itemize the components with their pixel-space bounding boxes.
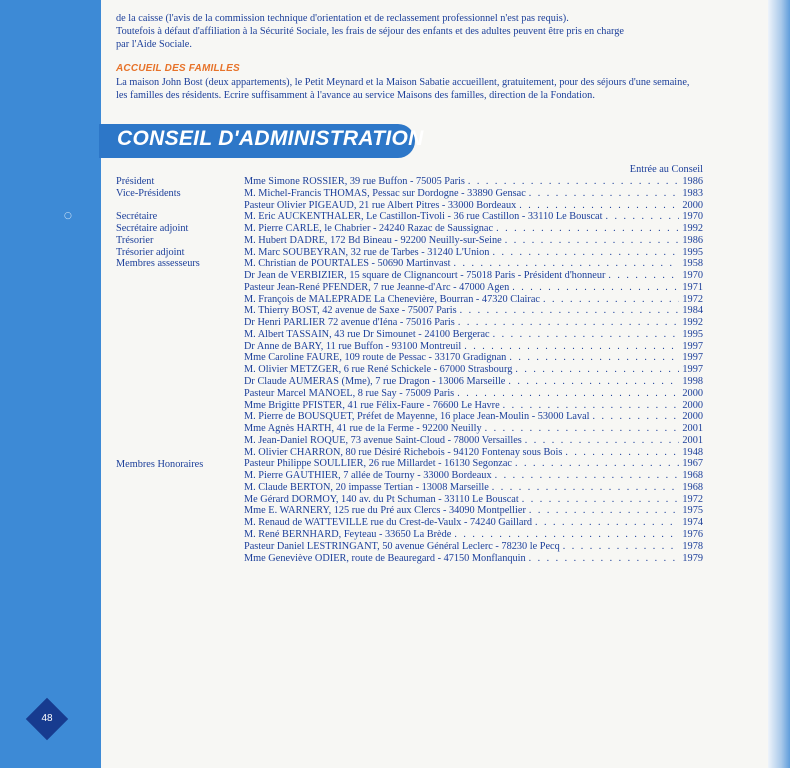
member-year: 1968 xyxy=(682,481,703,493)
member-name: Dr Henri PARLIER 72 avenue d'Iéna - 75016 Paris xyxy=(244,317,455,329)
member-name: Mme Brigitte PFISTER, 41 rue Félix-Faure - 76600 Le Havre xyxy=(244,399,500,411)
member-year: 1997 xyxy=(682,352,703,364)
dot-leader xyxy=(515,458,679,470)
dot-leader xyxy=(458,317,680,329)
dot-leader xyxy=(464,341,679,353)
member-name: Pasteur Daniel LESTRINGANT, 50 avenue Général Leclerc - 78230 le Pecq xyxy=(244,540,560,552)
member-row xyxy=(244,211,703,223)
intro-line: de la caisse (l'avis de la commission technique d'orientation et de reclassement professionnel n'est pas requis). xyxy=(116,13,569,24)
dot-leader xyxy=(529,553,680,565)
dot-leader xyxy=(535,517,679,529)
member-year: 1968 xyxy=(682,470,703,482)
member-name: Dr Anne de BARY, 11 rue Buffon - 93100 Montreuil xyxy=(244,340,462,352)
member-row xyxy=(244,329,703,341)
dot-leader xyxy=(460,305,680,317)
member-row xyxy=(244,447,703,459)
member-year: 1970 xyxy=(682,211,703,223)
member-year: 1997 xyxy=(682,364,703,376)
member-name: M. René BERNHARD, Feyteau - 33650 La Brède xyxy=(244,528,452,540)
dot-leader xyxy=(454,258,680,270)
member-row xyxy=(244,388,703,400)
dot-leader xyxy=(519,200,679,212)
dot-leader xyxy=(525,435,680,447)
dot-leader xyxy=(565,447,679,459)
member-row xyxy=(244,223,703,235)
member-year: 2000 xyxy=(682,387,703,399)
member-row xyxy=(244,364,703,376)
dot-leader xyxy=(608,270,679,282)
role-label: Trésorier xyxy=(116,234,154,246)
member-row xyxy=(244,294,703,306)
member-name: Pasteur Olivier PIGEAUD, 21 rue Albert Pitres - 33000 Bordeaux xyxy=(244,199,517,211)
member-row xyxy=(244,305,703,317)
dot-leader xyxy=(503,400,680,412)
member-name: M. Pierre CARLE, le Chabrier - 24240 Razac de Saussignac xyxy=(244,223,494,235)
role-label: Secrétaire xyxy=(116,211,158,223)
member-year: 1967 xyxy=(682,458,703,470)
member-year: 1971 xyxy=(682,281,703,293)
member-year: 2001 xyxy=(682,434,703,446)
member-name: M. Marc SOUBEYRAN, 32 rue de Tarbes - 31240 L'Union xyxy=(244,246,490,258)
dot-leader xyxy=(492,247,679,259)
dot-leader xyxy=(543,294,679,306)
intro-paragraph xyxy=(116,12,736,51)
member-name: M. Pierre GAUTHIER, 7 allée de Tourny - 33000 Bordeaux xyxy=(244,470,492,482)
page-fold-strip xyxy=(768,0,790,768)
member-row xyxy=(244,317,703,329)
member-row xyxy=(244,188,703,200)
member-name: Pasteur Marcel MANOEL, 8 rue Say - 75009 Paris xyxy=(244,387,455,399)
member-year: 1958 xyxy=(682,258,703,270)
member-name: M. Claude BERTON, 20 impasse Tertian - 13008 Marseille xyxy=(244,481,489,493)
dot-leader xyxy=(454,529,679,541)
member-name: Mme Simone ROSSIER, 39 rue Buffon - 75005 Paris xyxy=(244,176,465,187)
member-year: 2000 xyxy=(682,399,703,411)
member-year: 1972 xyxy=(682,293,703,305)
dot-leader xyxy=(485,423,680,435)
member-name: M. Eric AUCKENTHALER, Le Castillon-Tivoli - 36 rue Castillon - 33110 Le Bouscat xyxy=(244,211,603,223)
member-row xyxy=(244,176,703,188)
member-row xyxy=(244,435,703,447)
member-row xyxy=(244,541,703,553)
member-row xyxy=(244,352,703,364)
member-row xyxy=(244,411,703,423)
member-year: 1979 xyxy=(682,552,703,564)
dot-leader xyxy=(563,541,680,553)
member-year: 1986 xyxy=(682,176,703,187)
role-label: Vice-Présidents xyxy=(116,187,181,199)
entry-column-header: Entrée au Conseil xyxy=(629,164,703,175)
member-name: Dr Claude AUMERAS (Mme), 7 rue Dragon - 13006 Marseille xyxy=(244,376,506,388)
member-year: 1970 xyxy=(682,270,703,282)
member-name: Dr Jean de VERBIZIER, 15 square de Clignancourt - 75018 Paris - Président d'honneur xyxy=(244,270,606,282)
role-label: Président xyxy=(116,176,155,187)
dot-leader xyxy=(496,223,679,235)
member-name: Mme Geneviève ODIER, route de Beauregard - 47150 Monflanquin xyxy=(244,552,526,564)
member-name: M. Thierry BOST, 42 avenue de Saxe - 75007 Paris xyxy=(244,305,457,317)
member-row xyxy=(244,529,703,541)
member-name: M. Christian de POURTALES - 50690 Martinvast xyxy=(244,258,451,270)
member-year: 1986 xyxy=(682,234,703,246)
dot-leader xyxy=(492,482,680,494)
families-line: les familles des résidents. Ecrire suffisamment à l'avance au service Maisons des familles, direction de la Fondation. xyxy=(116,90,595,101)
page-number-badge xyxy=(26,698,68,740)
member-name: M. François de MALEPRADE La Chenevière, Bourran - 47320 Clairac xyxy=(244,293,540,305)
member-year: 1992 xyxy=(682,223,703,235)
dot-leader xyxy=(508,376,679,388)
member-name: M. Jean-Daniel ROQUE, 73 avenue Saint-Cloud - 78000 Versailles xyxy=(244,434,522,446)
member-name: M. Renaud de WATTEVILLE rue du Crest-de-Vaulx - 74240 Gaillard xyxy=(244,517,533,529)
member-row xyxy=(244,494,703,506)
dot-leader xyxy=(593,411,680,423)
dot-leader xyxy=(515,364,679,376)
role-label: Membres assesseurs xyxy=(116,258,200,270)
member-row xyxy=(244,235,703,247)
member-name: Pasteur Jean-René PFENDER, 7 rue Jeanne-d'Arc - 47000 Agen xyxy=(244,281,510,293)
intro-line: Toutefois à défaut d'affiliation à la Sécurité Sociale, les frais de séjour des enfants et des adultes peuvent être pris en charge xyxy=(116,26,624,37)
member-name: M. Michel-Francis THOMAS, Pessac sur Dordogne - 33890 Gensac xyxy=(244,187,526,199)
section-title: CONSEIL D'ADMINISTRATION xyxy=(117,127,424,150)
member-row xyxy=(244,247,703,259)
member-name: Me Gérard DORMOY, 140 av. du Pt Schuman - 33110 Le Bouscat xyxy=(244,493,519,505)
member-year: 1995 xyxy=(682,328,703,340)
member-name: M. Albert TASSAIN, 43 rue Dr Simounet - 24100 Bergerac xyxy=(244,328,490,340)
member-name: M. Pierre de BOUSQUET, Préfet de Mayenne, 16 place Jean-Moulin - 53000 Laval xyxy=(244,411,590,423)
member-row xyxy=(244,505,703,517)
members-list xyxy=(244,176,703,564)
member-name: Mme Caroline FAURE, 109 route de Pessac - 33170 Gradignan xyxy=(244,352,507,364)
member-name: M. Hubert DADRE, 172 Bd Bineau - 92200 Neuilly-sur-Seine xyxy=(244,234,502,246)
families-line: La maison John Bost (deux appartements), le Petit Meynard et la Maison Sabatie accueillent, gratuitement, pour des séjours d'une semaine, xyxy=(116,77,690,88)
families-heading: ACCUEIL DES FAMILLES xyxy=(116,63,240,74)
member-name: M. Olivier CHARRON, 80 rue Désiré Richebois - 94120 Fontenay sous Bois xyxy=(244,446,563,458)
member-year: 2000 xyxy=(682,411,703,423)
dot-leader xyxy=(529,505,680,517)
member-row xyxy=(244,341,703,353)
dot-leader xyxy=(605,211,679,223)
member-year: 1976 xyxy=(682,528,703,540)
role-label: Secrétaire adjoint xyxy=(116,223,189,235)
intro-line: par l'Aide Sociale. xyxy=(116,39,192,50)
member-year: 1972 xyxy=(682,493,703,505)
dot-leader xyxy=(522,494,680,506)
member-year: 1984 xyxy=(682,305,703,317)
member-year: 1948 xyxy=(682,446,703,458)
left-margin-band xyxy=(0,0,101,768)
page-number: 48 xyxy=(41,713,53,724)
member-year: 1998 xyxy=(682,376,703,388)
member-row xyxy=(244,458,703,470)
section-banner xyxy=(99,124,424,158)
dot-leader xyxy=(457,388,679,400)
member-year: 1974 xyxy=(682,517,703,529)
dot-leader xyxy=(529,188,680,200)
member-year: 1978 xyxy=(682,540,703,552)
dot-leader xyxy=(505,235,680,247)
member-row xyxy=(244,376,703,388)
member-year: 1995 xyxy=(682,246,703,258)
member-year: 2001 xyxy=(682,423,703,435)
dot-leader xyxy=(468,176,680,188)
member-name: Pasteur Philippe SOULLIER, 26 rue Millardet - 16130 Segonzac xyxy=(244,458,512,470)
member-year: 1997 xyxy=(682,340,703,352)
member-name: M. Olivier METZGER, 6 rue René Schickele - 67000 Strasbourg xyxy=(244,364,513,376)
member-row xyxy=(244,282,703,294)
member-year: 2000 xyxy=(682,199,703,211)
member-row xyxy=(244,258,703,270)
member-row xyxy=(244,470,703,482)
member-name: Mme E. WARNERY, 125 rue du Pré aux Clercs - 34090 Montpellier xyxy=(244,505,526,517)
role-label: Membres Honoraires xyxy=(116,458,204,470)
role-label: Trésorier adjoint xyxy=(116,246,185,258)
member-row xyxy=(244,270,703,282)
bullet-mark-icon: ○ xyxy=(64,211,72,221)
dot-leader xyxy=(512,282,679,294)
member-name: Mme Agnès HARTH, 41 rue de la Ferme - 92200 Neuilly xyxy=(244,423,482,435)
member-row xyxy=(244,200,703,212)
member-row xyxy=(244,423,703,435)
member-row xyxy=(244,553,703,565)
member-row xyxy=(244,482,703,494)
member-year: 1992 xyxy=(682,317,703,329)
families-paragraph xyxy=(116,76,746,102)
member-row xyxy=(244,400,703,412)
member-year: 1983 xyxy=(682,187,703,199)
dot-leader xyxy=(495,470,680,482)
dot-leader xyxy=(509,352,679,364)
member-row xyxy=(244,517,703,529)
member-year: 1975 xyxy=(682,505,703,517)
dot-leader xyxy=(493,329,680,341)
